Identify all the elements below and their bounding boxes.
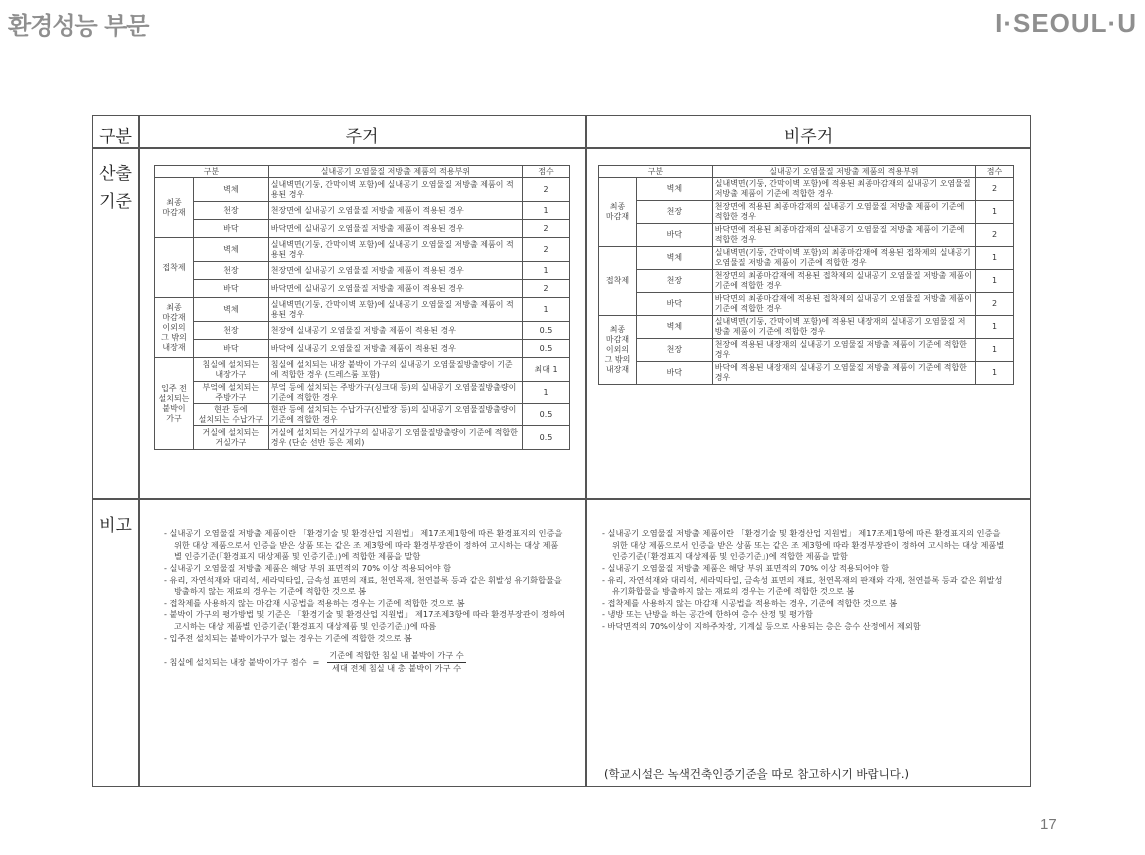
res-sub-part: 부엌에 설치되는 주방가구 <box>193 382 268 404</box>
nonres-header-part: 실내공기 오염물질 저방출 제품의 적용부위 <box>712 166 975 178</box>
res-row <box>155 238 570 262</box>
res-description: 바닥에 실내공기 오염물질 저방출 제품이 적용된 경우 <box>268 340 522 358</box>
res-sub-part: 거실에 설치되는 거실가구 <box>193 426 268 450</box>
closing-note: (학교시설은 녹색건축인증기준을 따로 참고하시기 바랍니다.) <box>604 767 909 781</box>
res-description: 실내벽면(기둥, 간막이벽 포함)에 실내공기 오염물질 저방출 제품이 적용된 경우 <box>268 178 522 202</box>
res-header-part: 실내공기 오염물질 저방출 제품의 적용부위 <box>268 166 522 178</box>
res-description: 바닥면에 실내공기 오염물질 저방출 제품이 적용된 경우 <box>268 220 522 238</box>
res-row <box>155 322 570 340</box>
formula-label: - 침실에 설치되는 내장 붙박이가구 점수 <box>164 656 307 667</box>
res-sub-part: 벽체 <box>193 298 268 322</box>
formula-numerator: 기준에 적합한 침실 내 붙박이 가구 수 <box>327 650 465 663</box>
residential-criteria-table <box>154 165 570 450</box>
res-score: 2 <box>523 280 570 298</box>
res-score: 2 <box>523 220 570 238</box>
nonres-score: 1 <box>976 362 1014 385</box>
nonres-header-score: 점수 <box>976 166 1014 178</box>
formula-equals: = <box>312 656 320 667</box>
res-group-name: 접착제 <box>155 238 194 298</box>
nonresidential-note-item: - 실내공기 오염물질 저방출 제품이란 「환경기술 및 환경산업 지원법」 제17조제1항에 따른 환경표지의 인증을 위한 대상 제품으로서 인증을 받은 상품 또는 같은 조 제3항에 따라 환경부장관이 정하여 고시하는 대상 제품별 인증기준(「환경표지 대상제품 및 인증기준」)에 적합한 제품을 말함 <box>602 528 1005 562</box>
nonres-sub-part: 벽체 <box>636 178 712 201</box>
nonresidential-criteria-table <box>598 165 1014 385</box>
nonres-sub-part: 바닥 <box>636 224 712 247</box>
nonres-description: 실내벽면(기둥, 간막이벽 포함)에 적용된 최종마감재의 실내공기 오염물질 저방출 제품이 기준에 적합한 경우 <box>712 178 975 201</box>
res-score: 1 <box>523 298 570 322</box>
res-description: 천장에 실내공기 오염물질 저방출 제품이 적용된 경우 <box>268 322 522 340</box>
page-title: 환경성능 부문 <box>8 12 149 40</box>
nonres-description: 천장에 적용된 내장재의 실내공기 오염물질 저방출 제품이 기준에 적합한 경우 <box>712 339 975 362</box>
residential-note-item: - 실내공기 오염물질 저방출 제품은 해당 부위 표면적의 70% 이상 적용되어야 함 <box>164 562 452 573</box>
res-sub-part: 현관 등에 설치되는 수납가구 <box>193 404 268 426</box>
nonres-score: 1 <box>976 339 1014 362</box>
res-row <box>155 404 570 426</box>
nonres-row <box>599 224 1014 247</box>
res-row <box>155 426 570 450</box>
nonres-group-name: 최종 마감재 이외의 그 밖의 내장재 <box>599 316 637 385</box>
row-label-remarks: 비고 <box>99 516 132 536</box>
res-group-name: 최종 마감재 <box>155 178 194 238</box>
res-row <box>155 202 570 220</box>
res-description: 침실에 설치되는 내장 붙박이 가구의 실내공기 오염물질방출량이 기준에 적합한 경우 (드레스룸 포함) <box>268 358 522 382</box>
nonres-group-name: 최종 마감재 <box>599 178 637 247</box>
nonres-score: 1 <box>976 270 1014 293</box>
res-description: 실내벽면(기둥, 간막이벽 포함)에 실내공기 오염물질 저방출 제품이 적용된 경우 <box>268 298 522 322</box>
nonres-sub-part: 천장 <box>636 201 712 224</box>
res-sub-part: 바닥 <box>193 340 268 358</box>
res-score: 2 <box>523 178 570 202</box>
res-sub-part: 벽체 <box>193 238 268 262</box>
res-row <box>155 382 570 404</box>
res-sub-part: 천장 <box>193 262 268 280</box>
nonres-sub-part: 천장 <box>636 339 712 362</box>
res-score: 0.5 <box>523 426 570 450</box>
res-description: 천장면에 실내공기 오염물질 저방출 제품이 적용된 경우 <box>268 262 522 280</box>
res-sub-part: 침실에 설치되는 내장가구 <box>193 358 268 382</box>
nonresidential-note-item: - 유리, 자연석재와 대리석, 세라믹타일, 금속성 표면의 재료, 천연목재의 판재와 각재, 천연블록 등과 같은 휘발성 유기화합물을 방출하지 않는 재료의 경우는 기준에 적합한 것으로 봄 <box>602 574 1003 597</box>
res-description: 바닥면에 실내공기 오염물질 저방출 제품이 적용된 경우 <box>268 280 522 298</box>
brand-logo: I·SEOUL·U <box>995 8 1137 38</box>
nonres-description: 천장면에 적용된 최종마감재의 실내공기 오염물질 저방출 제품이 기준에 적합한 경우 <box>712 201 975 224</box>
nonres-sub-part: 벽체 <box>636 247 712 270</box>
nonres-row <box>599 270 1014 293</box>
nonres-description: 바닥면의 최종마감재에 적용된 접착제의 실내공기 오염물질 저방출 제품이 기준에 적합한 경우 <box>712 293 975 316</box>
header-residential: 주거 <box>345 127 379 147</box>
nonres-description: 천장면의 최종마감재에 적용된 접착제의 실내공기 오염물질 저방출 제품이 기준에 적합한 경우 <box>712 270 975 293</box>
nonres-score: 2 <box>976 293 1014 316</box>
res-score: 0.5 <box>523 404 570 426</box>
res-row <box>155 262 570 280</box>
nonres-row <box>599 178 1014 201</box>
nonres-description: 바닥면에 적용된 최종마감재의 실내공기 오염물질 저방출 제품이 기준에 적합한 경우 <box>712 224 975 247</box>
nonres-header-category: 구분 <box>599 166 713 178</box>
res-group-name: 입주 전 설치되는 붙박이 가구 <box>155 358 194 450</box>
nonres-score: 1 <box>976 247 1014 270</box>
res-header-score: 점수 <box>523 166 570 178</box>
residential-notes <box>160 528 565 675</box>
nonres-row <box>599 339 1014 362</box>
res-group-name: 최종 마감재 이외의 그 밖의 내장재 <box>155 298 194 358</box>
nonres-sub-part: 바닥 <box>636 362 712 385</box>
nonres-score: 1 <box>976 201 1014 224</box>
residential-note-item: - 유리, 자연석재와 대리석, 세라믹타일, 금속성 표면의 재료, 천연목재, 천연블록 등과 같은 휘발성 유기화합물을 방출하지 않는 재료의 경우는 기준에 적합한 것으로 봄 <box>164 574 562 597</box>
page-number: 17 <box>1040 816 1057 833</box>
header-category: 구분 <box>99 127 132 147</box>
nonres-description: 실내벽면(기둥, 간막이벽 포함)에 적용된 내장재의 실내공기 오염물질 저방출 제품이 기준에 적합한 경우 <box>712 316 975 339</box>
nonres-sub-part: 벽체 <box>636 316 712 339</box>
nonresidential-note-item: - 접착제를 사용하지 않는 마감재 시공법을 적용하는 경우, 기준에 적합한 것으로 봄 <box>602 597 898 608</box>
res-row <box>155 358 570 382</box>
header-nonresidential: 비주거 <box>783 127 834 147</box>
res-sub-part: 바닥 <box>193 220 268 238</box>
nonres-description: 실내벽면(기둥, 간막이벽 포함)의 최종마감재에 적용된 접착제의 실내공기 오염물질 저방출 제품이 기준에 적합한 경우 <box>712 247 975 270</box>
nonres-sub-part: 바닥 <box>636 293 712 316</box>
res-score: 1 <box>523 202 570 220</box>
nonres-group-name: 접착제 <box>599 247 637 316</box>
res-sub-part: 천장 <box>193 202 268 220</box>
nonres-row <box>599 201 1014 224</box>
res-score: 0.5 <box>523 340 570 358</box>
residential-note-item: - 실내공기 오염물질 저방출 제품이란 「환경기술 및 환경산업 지원법」 제17조제1항에 따른 환경표지의 인증을 위한 대상 제품으로서 인증을 받은 상품 또는 같은 조 제3항에 따라 환경부장관이 정하여 고시하는 대상 제품별 인증기준(「환경표지 대상제품 및 인증기준」)에 적합한 제품을 말함 <box>164 528 563 562</box>
nonresidential-note-item: - 바닥면적의 70%이상이 지하주차장, 기계실 등으로 사용되는 층은 층수 산정에서 제외함 <box>602 621 921 632</box>
row-label-criteria: 산출 기준 <box>99 164 132 212</box>
res-description: 부엌 등에 설치되는 주방가구(싱크대 등)의 실내공기 오염물질방출량이 기준에 적합한 경우 <box>268 382 522 404</box>
nonres-score: 2 <box>976 224 1014 247</box>
res-description: 현관 등에 설치되는 수납가구(신발장 등)의 실내공기 오염물질방출량이 기준에 적합한 경우 <box>268 404 522 426</box>
res-sub-part: 벽체 <box>193 178 268 202</box>
nonres-row <box>599 362 1014 385</box>
res-sub-part: 천장 <box>193 322 268 340</box>
nonres-sub-part: 천장 <box>636 270 712 293</box>
res-description: 천장면에 실내공기 오염물질 저방출 제품이 적용된 경우 <box>268 202 522 220</box>
score-formula <box>160 650 565 674</box>
residential-note-item: - 붙박이 가구의 평가방법 및 기준은 「환경기술 및 환경산업 지원법」 제17조제3항에 따라 환경부장관이 정하여 고시하는 대상 제품별 인증기준(「환경표지 대상제품 및 인증기준」)에 따름 <box>164 609 565 632</box>
nonres-description: 바닥에 적용된 내장재의 실내공기 오염물질 저방출 제품이 기준에 적합한 경우 <box>712 362 975 385</box>
res-score: 2 <box>523 238 570 262</box>
residential-note-item: - 접착제를 사용하지 않는 마감재 시공법을 적용하는 경우는 기준에 적합한 것으로 봄 <box>164 597 465 608</box>
nonres-score: 1 <box>976 316 1014 339</box>
res-row <box>155 298 570 322</box>
res-score: 1 <box>523 262 570 280</box>
nonresidential-notes <box>598 528 1010 633</box>
res-row <box>155 280 570 298</box>
residential-note-item: - 입주전 설치되는 붙박이가구가 없는 경우는 기준에 적합한 것으로 봄 <box>164 632 412 643</box>
nonres-score: 2 <box>976 178 1014 201</box>
res-row <box>155 220 570 238</box>
formula-fraction <box>327 650 465 674</box>
res-sub-part: 바닥 <box>193 280 268 298</box>
nonresidential-note-item: - 냉방 또는 난방을 하는 공간에 한하여 층수 산정 및 평가함 <box>602 609 813 620</box>
nonres-row <box>599 247 1014 270</box>
nonres-row <box>599 293 1014 316</box>
res-header-category: 구분 <box>155 166 269 178</box>
formula-denominator: 세대 전체 침실 내 총 붙박이 가구 수 <box>332 663 461 674</box>
res-score: 1 <box>523 382 570 404</box>
res-row <box>155 178 570 202</box>
res-score: 최대 1 <box>523 358 570 382</box>
nonresidential-note-item: - 실내공기 오염물질 저방출 제품은 해당 부위 표면적의 70% 이상 적용되어야 함 <box>602 562 890 573</box>
res-description: 거실에 설치되는 거실가구의 실내공기 오염물질방출량이 기준에 적합한 경우 (단순 선반 등은 제외) <box>268 426 522 450</box>
nonres-row <box>599 316 1014 339</box>
res-score: 0.5 <box>523 322 570 340</box>
res-row <box>155 340 570 358</box>
res-description: 실내벽면(기둥, 간막이벽 포함)에 실내공기 오염물질 저방출 제품이 적용된 경우 <box>268 238 522 262</box>
